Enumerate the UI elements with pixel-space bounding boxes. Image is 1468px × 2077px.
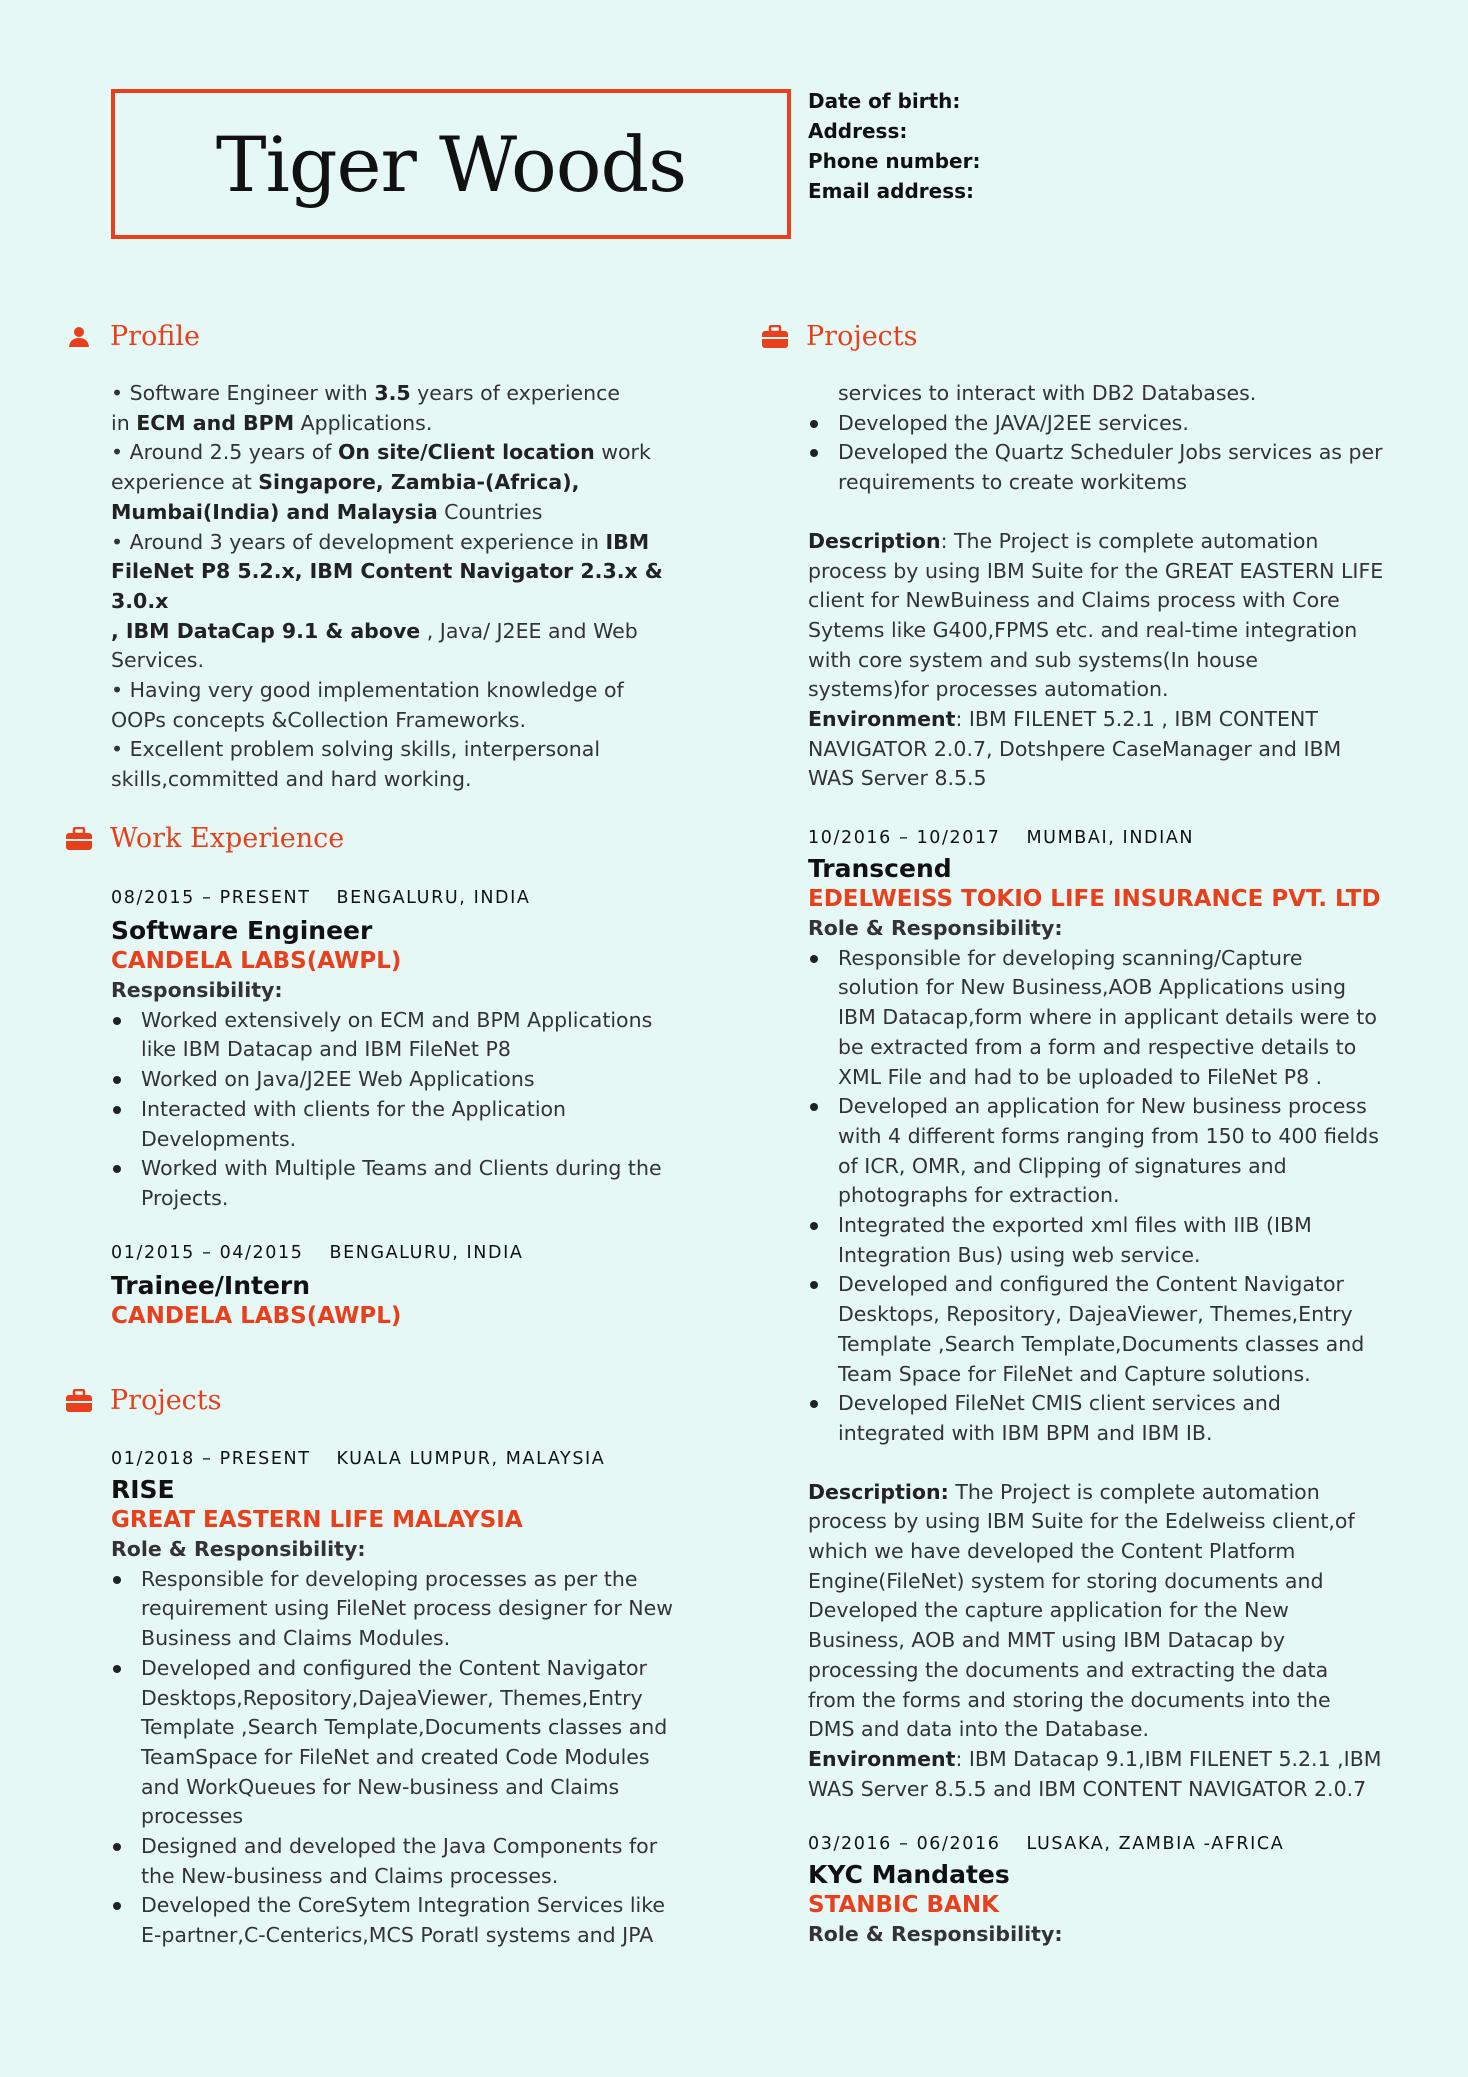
text-line: NAVIGATOR 2.0.7, Dotshpere CaseManager and IBM (808, 736, 1342, 761)
project-name: Transcend (808, 854, 952, 883)
text-line: Developed the capture application for the New (808, 1598, 1289, 1623)
project-org: EDELWEISS TOKIO LIFE INSURANCE PVT. LTD (808, 886, 1381, 912)
bullet-item: Developed the Quartz Scheduler Jobs services as per requirements to create workitems (838, 438, 1398, 497)
text-line: Engine(FileNet) system for storing documents and (808, 1568, 1324, 1593)
text-line: DMS and data into the Database. (808, 1717, 1150, 1742)
profile-line: , IBM DataCap 9.1 & above , Java/ J2EE and Web (111, 618, 638, 643)
briefcase-icon (758, 322, 792, 352)
profile-line: • Having very good implementation knowledge of (111, 678, 624, 703)
bold-text: ECM and BPM (136, 410, 295, 435)
project-entry (808, 826, 1398, 1804)
text-line: Sytems like G400,FPMS etc. and real-time integration (808, 617, 1358, 642)
job-bullets (111, 1006, 691, 1214)
project-dates: 03/2016 – 06/2016 (808, 1834, 1001, 1854)
address-label: Address: (808, 119, 908, 143)
email-label: Email address: (808, 179, 975, 203)
project-location: MUMBAI, INDIAN (1026, 828, 1195, 848)
project-description (808, 527, 1398, 705)
field-label: Environment (808, 707, 956, 732)
project-location: LUSAKA, ZAMBIA -AFRICA (1026, 1834, 1285, 1854)
job-entry (111, 1241, 691, 1331)
bullet-item: Developed an application for New business process with 4 different forms ranging from 150 to 400 fields of ICR, OMR, and Clipping of signatures and photographs for extraction. (838, 1092, 1398, 1211)
job-location: BENGALURU, INDIA (336, 888, 531, 908)
project-entry (808, 1832, 1398, 1950)
project-bullets (111, 1565, 691, 1951)
field-label: Environment (808, 1746, 956, 1771)
bullet-item: Designed and developed the Java Components for the New-business and Claims processes. (141, 1832, 691, 1891)
project-sub: Role & Responsibility: (808, 1922, 1063, 1946)
bullet-item: Developed and configured the Content Navigator Desktops,Repository,DajeaViewer, Themes,Entry Template ,Search Template,Documents classes and TeamSpace for FileNet and created Code Modules and WorkQueues for New-business and Claims processes (141, 1654, 691, 1832)
bold-text: , IBM DataCap 9.1 & above (111, 618, 421, 643)
project-dates: 01/2018 – PRESENT (111, 1449, 311, 1469)
bold-text: Mumbai(India) and Malaysia (111, 499, 438, 524)
project-continuation (808, 379, 1398, 794)
project-location: KUALA LUMPUR, MALAYSIA (336, 1449, 606, 1469)
project-bullets (808, 944, 1398, 1449)
profile-line: • Software Engineer with 3.5 years of experience (111, 381, 621, 405)
bullet-item: Responsible for developing scanning/Capture solution for New Business,AOB Applications using IBM Datacap,form where in applicant details were to be extracted from a form and respective details to XML File and had to be uploaded to FileNet P8 . (838, 944, 1398, 1093)
project-org: GREAT EASTERN LIFE MALAYSIA (111, 1507, 523, 1533)
text-line: Business, AOB and MMT using IBM Datacap by (808, 1628, 1285, 1653)
bullet-item: Developed and configured the Content Navigator Desktops, Repository, DajeaViewer, Themes,Entry Template ,Search Template,Documents classes and Team Space for FileNet and Capture solutions. (838, 1270, 1398, 1389)
job-meta (111, 886, 691, 910)
project-meta (808, 1832, 1398, 1856)
project-sub: Role & Responsibility: (111, 1537, 366, 1561)
text-line: with core system and sub systems(In house (808, 647, 1259, 672)
dob-label: Date of birth: (808, 89, 961, 113)
projects-title: Projects (806, 321, 918, 352)
project-meta (808, 826, 1398, 850)
continued-line: services to interact with DB2 Databases. (838, 381, 1257, 405)
text-line: processing the documents and extracting the data (808, 1657, 1329, 1682)
text-line: Description: The Project is complete automation (808, 528, 1319, 553)
projects-heading (62, 1385, 222, 1416)
job-org: CANDELA LABS(AWPL) (111, 948, 402, 974)
text-line: from the forms and storing the documents into the (808, 1687, 1331, 1712)
job-entry (111, 886, 691, 1214)
job-dates: 01/2015 – 04/2015 (111, 1243, 304, 1263)
job-dates: 08/2015 – PRESENT (111, 888, 311, 908)
text-line: which we have developed the Content Platform (808, 1539, 1296, 1564)
bold-text: On site/Client location (338, 440, 595, 465)
profile-line: skills,committed and hard working. (111, 767, 472, 792)
profile-line: Services. (111, 648, 204, 673)
text-line: WAS Server 8.5.5 and IBM CONTENT NAVIGATOR 2.0.7 (808, 1776, 1367, 1801)
profile-title: Profile (110, 321, 200, 352)
project-environment (808, 1745, 1398, 1804)
project-sub: Role & Responsibility: (808, 916, 1063, 940)
text-line: process by using IBM Suite for the Edelweiss client,of (808, 1509, 1355, 1534)
text-line: Description: The Project is complete automation (808, 1479, 1320, 1504)
bullet-item: Developed the CoreSytem Integration Services like E-partner,C-Centerics,MCS Poratl systems and JPA (141, 1891, 691, 1950)
bold-text: Singapore, Zambia-(Africa), (258, 470, 580, 495)
contact-block (808, 86, 980, 206)
project-meta (111, 1447, 691, 1471)
bullet-item: Responsible for developing processes as per the requirement using FileNet process designer for New Business and Claims Modules. (141, 1565, 691, 1654)
bullet-item: Developed FileNet CMIS client services and integrated with IBM BPM and IBM IB. (838, 1389, 1398, 1448)
project-environment (808, 705, 1398, 794)
person-icon (62, 322, 96, 352)
profile-line: experience at Singapore, Zambia-(Africa), (111, 470, 580, 495)
text-line: Environment: IBM Datacap 9.1,IBM FILENET 5.2.1 ,IBM (808, 1746, 1382, 1771)
project-bullets (808, 409, 1398, 498)
profile-line (111, 557, 691, 616)
bullet-item: Integrated the exported xml files with IIB (IBM Integration Bus) using web service. (838, 1211, 1398, 1270)
bullet-item: Developed the JAVA/J2EE services. (838, 409, 1398, 439)
job-sub: Responsibility: (111, 978, 283, 1002)
project-dates: 10/2016 – 10/2017 (808, 828, 1001, 848)
candidate-name: Tiger Woods (215, 119, 687, 209)
profile-line: in ECM and BPM Applications. (111, 410, 433, 435)
phone-label: Phone number: (808, 149, 981, 173)
briefcase-icon (62, 824, 96, 854)
name-box (111, 89, 791, 239)
project-name: RISE (111, 1475, 175, 1504)
projects-title: Projects (110, 1385, 222, 1416)
profile-line: • Around 3 years of development experience in IBM (111, 529, 650, 554)
text-line: systems)for processes automation. (808, 677, 1169, 702)
job-meta (111, 1241, 691, 1265)
profile-heading (62, 321, 200, 352)
field-label: Description (808, 528, 941, 553)
job-location: BENGALURU, INDIA (329, 1243, 524, 1263)
project-name: KYC Mandates (808, 1860, 1010, 1889)
profile-line: • Excellent problem solving skills, interpersonal (111, 737, 601, 762)
project-org: STANBIC BANK (808, 1892, 999, 1918)
bold-text: FileNet P8 5.2.x, IBM Content Navigator 2.3.x & 3.0.x (111, 559, 663, 613)
field-label: Description: (808, 1479, 949, 1504)
bullet-item: Worked with Multiple Teams and Clients during the Projects. (141, 1154, 691, 1213)
project-description (808, 1478, 1398, 1745)
text-line: Environment: IBM FILENET 5.2.1 , IBM CONTENT (808, 707, 1318, 732)
job-org: CANDELA LABS(AWPL) (111, 1303, 402, 1329)
projects-heading-right (758, 321, 918, 352)
text-line: client for NewBuiness and Claims process with Core (808, 588, 1340, 613)
job-title: Software Engineer (111, 916, 373, 945)
bullet-item: Interacted with clients for the Application Developments. (141, 1095, 691, 1154)
profile-line: Mumbai(India) and Malaysia Countries (111, 499, 543, 524)
project-entry (111, 1447, 691, 1951)
text-line: process by using IBM Suite for the GREAT EASTERN LIFE (808, 558, 1384, 583)
work-heading (62, 823, 344, 854)
bold-text: 3.5 (374, 381, 411, 405)
text-line: WAS Server 8.5.5 (808, 766, 987, 791)
briefcase-icon (62, 1386, 96, 1416)
work-title: Work Experience (110, 823, 345, 854)
bullet-item: Worked extensively on ECM and BPM Applications like IBM Datacap and IBM FileNet P8 (141, 1006, 691, 1065)
bold-text: IBM (605, 529, 650, 554)
profile-body (111, 379, 691, 795)
job-title: Trainee/Intern (111, 1271, 311, 1300)
profile-line: • Around 2.5 years of On site/Client location work (111, 440, 651, 465)
profile-line: OOPs concepts &Collection Frameworks. (111, 707, 526, 732)
bullet-item: Worked on Java/J2EE Web Applications (141, 1065, 691, 1095)
